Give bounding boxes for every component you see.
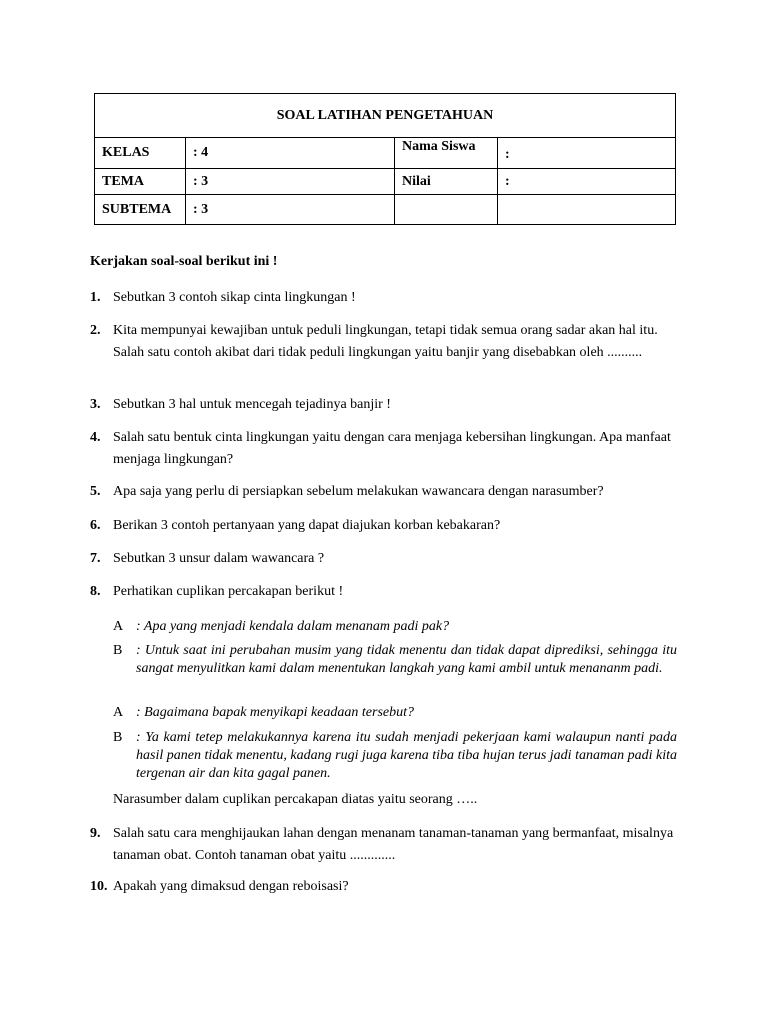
empty-cell [395, 195, 498, 225]
worksheet-title: SOAL LATIHAN PENGETAHUAN [276, 107, 494, 123]
question-item [90, 320, 680, 363]
dialogue-line [113, 642, 677, 678]
header-row-subtema [95, 195, 676, 225]
question-item [90, 823, 680, 866]
question-text: Apa saja yang perlu di persiapkan sebelum melakukan wawancara dengan narasumber? [113, 484, 604, 499]
question-text: Perhatikan cuplikan percakapan berikut ! [113, 584, 344, 599]
question-item [90, 581, 680, 603]
dialogue-text: : Ya kami tetep melakukannya karena itu sudah menjadi pekerjaan kami walaupun nanti pada hasil panen tidak menentu, kadang rugi juga karena tiba tiba hujan terus jadi tanaman padi kita tergenan air dan kita gagal panen. [136, 730, 677, 781]
nama-siswa-label: Nama Siswa [395, 138, 498, 169]
tema-label: TEMA [95, 169, 186, 195]
tema-value: : 3 [186, 169, 395, 195]
question-item [90, 481, 680, 503]
question-item [90, 515, 680, 537]
kelas-label: KELAS [95, 138, 186, 169]
empty-cell [498, 195, 676, 225]
dialogue-line [113, 704, 677, 722]
question-item [90, 876, 680, 898]
header-row-tema [95, 169, 676, 195]
dialogue-speaker: A [113, 619, 124, 634]
question-text: Apakah yang dimaksud dengan reboisasi? [113, 879, 349, 894]
subtema-value: : 3 [186, 195, 395, 225]
question-item [90, 427, 680, 470]
question-text: Sebutkan 3 hal untuk mencegah tejadinya banjir ! [113, 397, 391, 412]
question-number: 9. [90, 826, 101, 841]
question-number: 4. [90, 430, 101, 445]
question-text: Berikan 3 contoh pertanyaan yang dapat diajukan korban kebakaran? [113, 518, 501, 533]
header-row-kelas [95, 138, 676, 169]
nilai-field: : [498, 169, 676, 195]
question-item [90, 287, 680, 309]
dialogue-speaker: A [113, 705, 124, 720]
dialogue-question: Narasumber dalam cuplikan percakapan diatas yaitu seorang ….. [113, 792, 478, 807]
subtema-label: SUBTEMA [95, 195, 186, 225]
dialogue-text: : Apa yang menjadi kendala dalam menanam padi pak? [136, 619, 450, 634]
question-number: 1. [90, 290, 101, 305]
question-number: 7. [90, 551, 101, 566]
nama-siswa-field: : [498, 138, 676, 169]
worksheet-title-cell [95, 94, 676, 138]
question-number: 2. [90, 323, 101, 338]
question-item [90, 394, 680, 416]
question-text: Salah satu cara menghijaukan lahan dengan menanam tanaman-tanaman yang bermanfaat, misalnya tanaman obat. Contoh tanaman obat yaitu ............. [113, 826, 674, 863]
dialogue-text: : Untuk saat ini perubahan musim yang tidak menentu dan tidak dapat diprediksi, sehingga itu sangat menyulitkan kami dalam menentukan langkah yang kami ambil untuk menananm padi. [136, 643, 677, 676]
question-text: Salah satu bentuk cinta lingkungan yaitu dengan cara menjaga kebersihan lingkungan. Apa manfaat menjaga lingkungan? [113, 430, 671, 467]
instruction: Kerjakan soal-soal berikut ini ! [90, 254, 278, 269]
question-number: 3. [90, 397, 101, 412]
question-number: 8. [90, 584, 101, 599]
dialogue-speaker: B [113, 643, 123, 658]
question-text: Sebutkan 3 contoh sikap cinta lingkungan ! [113, 290, 356, 305]
question-text: Sebutkan 3 unsur dalam wawancara ? [113, 551, 325, 566]
question-number: 10. [90, 879, 108, 894]
question-text: Kita mempunyai kewajiban untuk peduli lingkungan, tetapi tidak semua orang sadar akan hal itu. Salah satu contoh akibat dari tidak peduli lingkungan yaitu banjir yang disebabkan oleh .......... [113, 323, 658, 360]
header-table [94, 93, 676, 225]
dialogue-text: : Bagaimana bapak menyikapi keadaan tersebut? [136, 705, 414, 720]
nilai-label: Nilai [395, 169, 498, 195]
question-number: 5. [90, 484, 101, 499]
dialogue-line [113, 729, 677, 783]
kelas-value: : 4 [186, 138, 395, 169]
dialogue-line [113, 618, 677, 636]
dialogue-speaker: B [113, 730, 123, 745]
question-number: 6. [90, 518, 101, 533]
question-item [90, 548, 680, 570]
